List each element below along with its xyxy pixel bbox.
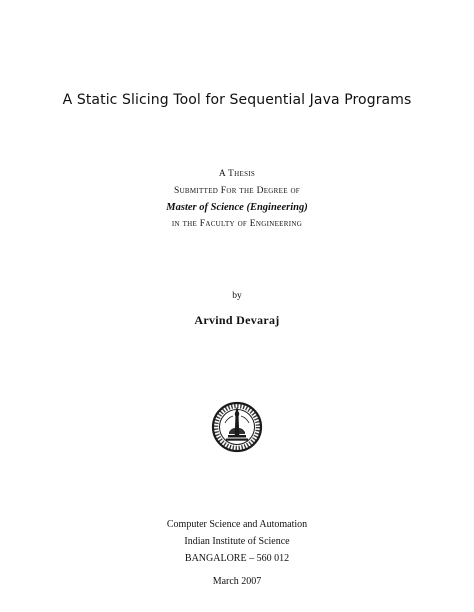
submitted-line: Submitted For the Degree of bbox=[173, 186, 301, 196]
city-postal: BANGALORE – 560 012 bbox=[184, 553, 290, 564]
author-name: Arvind Devaraj bbox=[194, 313, 280, 327]
department-name: Computer Science and Automation bbox=[166, 519, 308, 530]
institute-name: Indian Institute of Science bbox=[184, 536, 290, 547]
faculty-line: in the Faculty of Engineering bbox=[171, 219, 303, 229]
submission-date: March 2007 bbox=[212, 576, 262, 587]
thesis-label: A Thesis bbox=[218, 169, 256, 179]
seal-graphic bbox=[211, 401, 263, 453]
by-label: by bbox=[232, 291, 242, 301]
thesis-title: A Static Slicing Tool for Sequential Java Programs bbox=[62, 92, 412, 108]
institute-seal-icon bbox=[211, 401, 263, 453]
degree-name: Master of Science (Engineering) bbox=[166, 202, 308, 213]
